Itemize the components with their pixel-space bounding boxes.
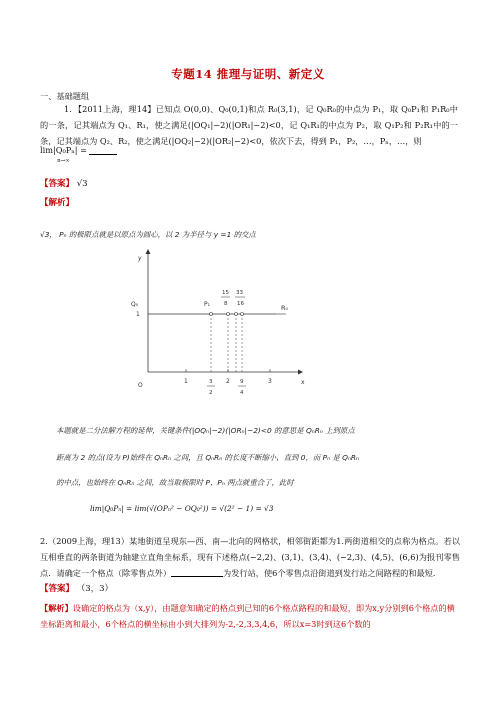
frac32-num: 3 bbox=[209, 379, 213, 385]
page-title: 专题14 推理与证明、新定义 bbox=[171, 67, 325, 81]
point-p2 bbox=[227, 313, 230, 316]
number-line-graph bbox=[118, 244, 438, 419]
r0-label: R₀ bbox=[281, 304, 289, 312]
point-p1 bbox=[210, 313, 213, 316]
y-tick-1: 1 bbox=[136, 311, 140, 318]
section-heading: 一、基础题组 bbox=[40, 91, 90, 101]
problem-1-limit bbox=[40, 146, 117, 166]
answer-1 bbox=[40, 177, 88, 189]
problem-2-text-a: 2.（2009上海，理13）某地街道呈现东—西、南—北向的网格状，相邻街距都为1.两街道相交的点称为格点。若以互相垂直的两条街道为轴建立直角坐标系，现有下述格点(−2,2)、(3,1)、(3,4)、(−2,3)、(4,5)、(6,6)为报刊零售点．请确定一个格点（除零售点外） bbox=[40, 536, 460, 578]
x-tick-2: 2 bbox=[226, 378, 230, 385]
frac94-den: 4 bbox=[240, 390, 244, 396]
answer-2 bbox=[40, 582, 113, 594]
origin-label: O bbox=[138, 382, 143, 389]
handwritten-line-2: 本题就是二分法解方程的延伸，关键条件(|OQₙ|−2)(|ORₙ|−2)<0 的意思是 QₙRₙ 上到原点 bbox=[56, 426, 355, 435]
x-tick-1: 1 bbox=[184, 378, 188, 385]
analysis-label: 【解析】 bbox=[40, 198, 75, 208]
analysis-2-text: 设确定的格点为（x,y），由题意知确定的格点到已知的6个格点路程的和最短，即为x,y分别到6个格点的横坐标距离和最小，6个格点的横坐标由小到大排列为-2,-2,3,3,4,6，所以x=3时到这6个数的 bbox=[40, 603, 455, 629]
handwritten-line-4: 的中点，也始终在 QₙRₙ 之间，故当取极限时 P、Pₙ 两点就重合了，此时 bbox=[56, 478, 294, 487]
problem-1-text: 1．【2011上海，理14】已知点 O(0,0)、Q₀(0,1)和点 R₀(3,1)，记 Q₀R₀的中点为 P₁，取 Q₀P₁和 P₁R₀中的一条，记其端点为 Q₁、R₁，使之满足(|OQ₁|−2)(|OR₁|−2)<0，记 Q₁R₁的中点为 P₂，取 Q₁P₂和 P₂R₁中的一条，记其端点为 Q₂、R₂，使之满足(|OQ₂|−2)(|OR₂|−2)<0，依次下去，得到 P₁，P₂，…，Pₙ，…，则 bbox=[40, 104, 458, 146]
x-axis-arrow bbox=[298, 370, 303, 375]
limit-subscript: n→∞ bbox=[57, 158, 70, 164]
frac-16: 16 bbox=[237, 301, 244, 307]
x-tick-3: 3 bbox=[268, 378, 272, 385]
frac32-den: 2 bbox=[209, 390, 213, 396]
answer-2-label: 【答案】 bbox=[40, 584, 75, 594]
handwritten-line-1: √3， Pₙ 的极限点就是以原点为圆心，以 2 为半径与 y =1 的交点 bbox=[40, 230, 256, 239]
frac-15: 15 bbox=[222, 290, 229, 296]
answer-blank bbox=[89, 154, 117, 155]
y-axis-label: y bbox=[138, 255, 142, 262]
x-axis-label: x bbox=[301, 379, 305, 386]
problem-2-text-b: 为发行站，使6个零售点沿街道到发行站之间路程的和最短． bbox=[223, 568, 442, 578]
point-p3 bbox=[235, 313, 238, 316]
p1-label: P₁ bbox=[204, 301, 211, 308]
answer-1-value: √3 bbox=[76, 179, 88, 189]
answer-2-value: （3，3） bbox=[76, 584, 114, 594]
limit-formula: lim|Q₀Pₙ| = lim(√(OPₙ² − OQ₀²)) = √(2² − 1) = √3 bbox=[90, 504, 274, 513]
q0-label: Q₀ bbox=[131, 301, 139, 308]
analysis-2 bbox=[40, 600, 460, 632]
y-axis-arrow bbox=[146, 249, 151, 254]
frac94-num: 9 bbox=[240, 379, 244, 385]
analysis-2-label: 【解析】 bbox=[40, 603, 73, 613]
problem-2-text bbox=[40, 533, 460, 581]
answer-blank-2 bbox=[171, 576, 223, 577]
frac-33: 33 bbox=[236, 290, 243, 296]
answer-label: 【答案】 bbox=[40, 179, 75, 189]
frac-8: 8 bbox=[224, 301, 228, 307]
handwritten-line-3: 距离为 2 的点(设为 P)始终在 QₙRₙ 之间，且 QₙRₙ 的长度不断缩小，直到 0，而 Pₙ 是 QₙRₙ bbox=[56, 453, 359, 462]
limit-expression: lim|Q₀Pₙ| = bbox=[40, 145, 88, 155]
point-p4 bbox=[241, 313, 244, 316]
